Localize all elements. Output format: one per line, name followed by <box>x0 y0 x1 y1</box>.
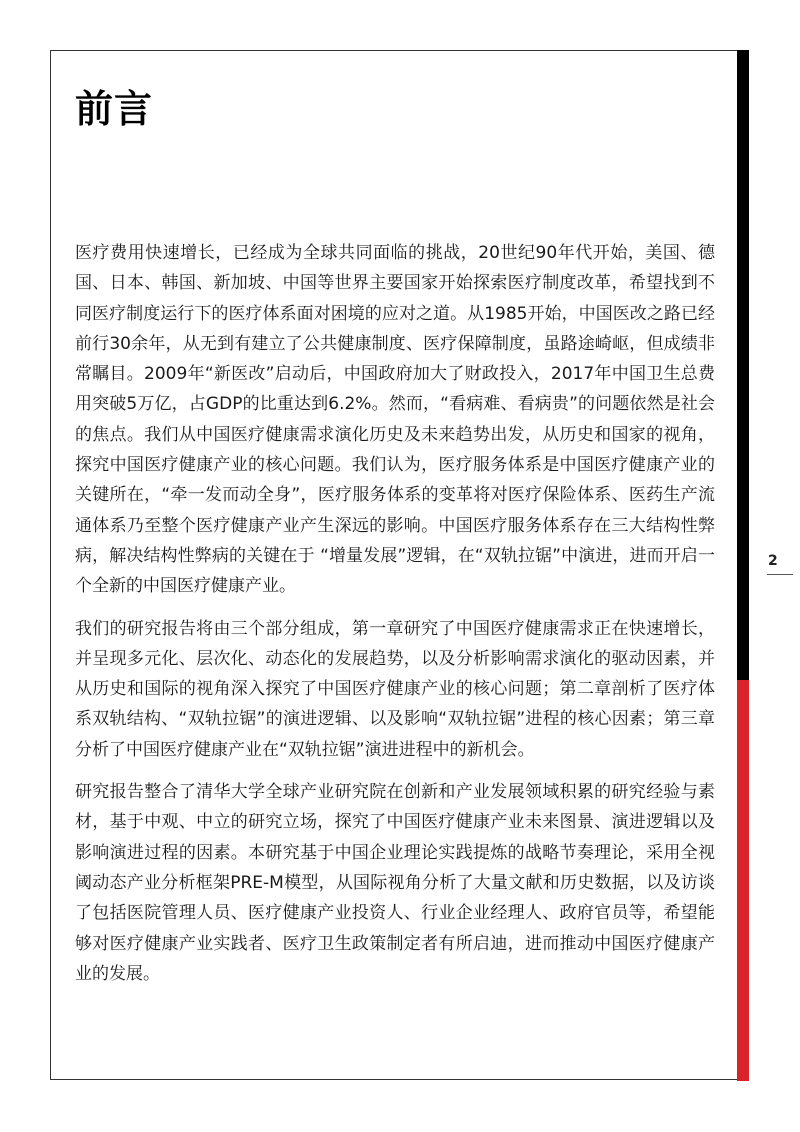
paragraph-1: 医疗费用快速增长，已经成为全球共同面临的挑战，20世纪90年代开始，美国、德国、日本、韩国、新加坡、中国等世界主要国家开始探索医疗制度改革，希望找到不同医疗制度运行下的医疗体系面对困境的应对之道。从1985开始，中国医改之路已经前行30余年，从无到有建立了公共健康制度、医疗保障制度，虽路途崎岖，但成绩非常瞩目。2009年“新医改”启动后，中国政府加大了财政投入，2017年中国卫生总费用突破5万亿，占GDP的比重达到6.2%。然而，“看病难、看病贵”的问题依然是社会的焦点。我们从中国医疗健康需求演化历史及未来趋势出发，从历史和国家的视角，探究中国医疗健康产业的核心问题。我们认为，医疗服务体系是中国医疗健康产业的关键所在，“牵一发而动全身”，医疗服务体系的变革将对医疗保险体系、医药生产流通体系乃至整个医疗健康产业产生深远的影响。中国医疗服务体系存在三大结构性弊病，解决结构性弊病的关键在于 “增量发展”逻辑，在“双轨拉锯”中演进，进而开启一个全新的中国医疗健康产业。 <box>75 243 715 597</box>
paragraph-2: 我们的研究报告将由三个部分组成，第一章研究了中国医疗健康需求正在快速增长，并呈现多元化、层次化、动态化的发展趋势，以及分析影响需求演化的驱动因素，并从历史和国际的视角深入探究了中国医疗健康产业的核心问题；第二章剖析了医疗体系双轨结构、“双轨拉锯”的演进逻辑、以及影响“双轨拉锯”进程的核心因素；第三章分析了中国医疗健康产业在“双轨拉锯”演进进程中的新机会。 <box>75 618 715 760</box>
page-title: 前言 <box>75 87 154 131</box>
body-text <box>75 238 715 1001</box>
page-number-underline <box>767 574 793 575</box>
page-number: 2 <box>768 553 778 569</box>
paragraph-3: 研究报告整合了清华大学全球产业研究院在创新和产业发展领域积累的研究经验与素材，基于中观、中立的研究立场，探究了中国医疗健康产业未来图景、演进逻辑以及影响演进过程的因素。本研究基于中国企业理论实践提炼的战略节奏理论，采用全视阈动态产业分析框架PRE-M模型，从国际视角分析了大量文献和历史数据，以及访谈了包括医院管理人员、医疗健康产业投资人、行业企业经理人、政府官员等，希望能够对医疗健康产业实践者、医疗卫生政策制定者有所启迪，进而推动中国医疗健康产业的发展。 <box>75 782 715 984</box>
side-bar-red <box>737 680 749 1081</box>
side-bar-black <box>737 50 749 680</box>
